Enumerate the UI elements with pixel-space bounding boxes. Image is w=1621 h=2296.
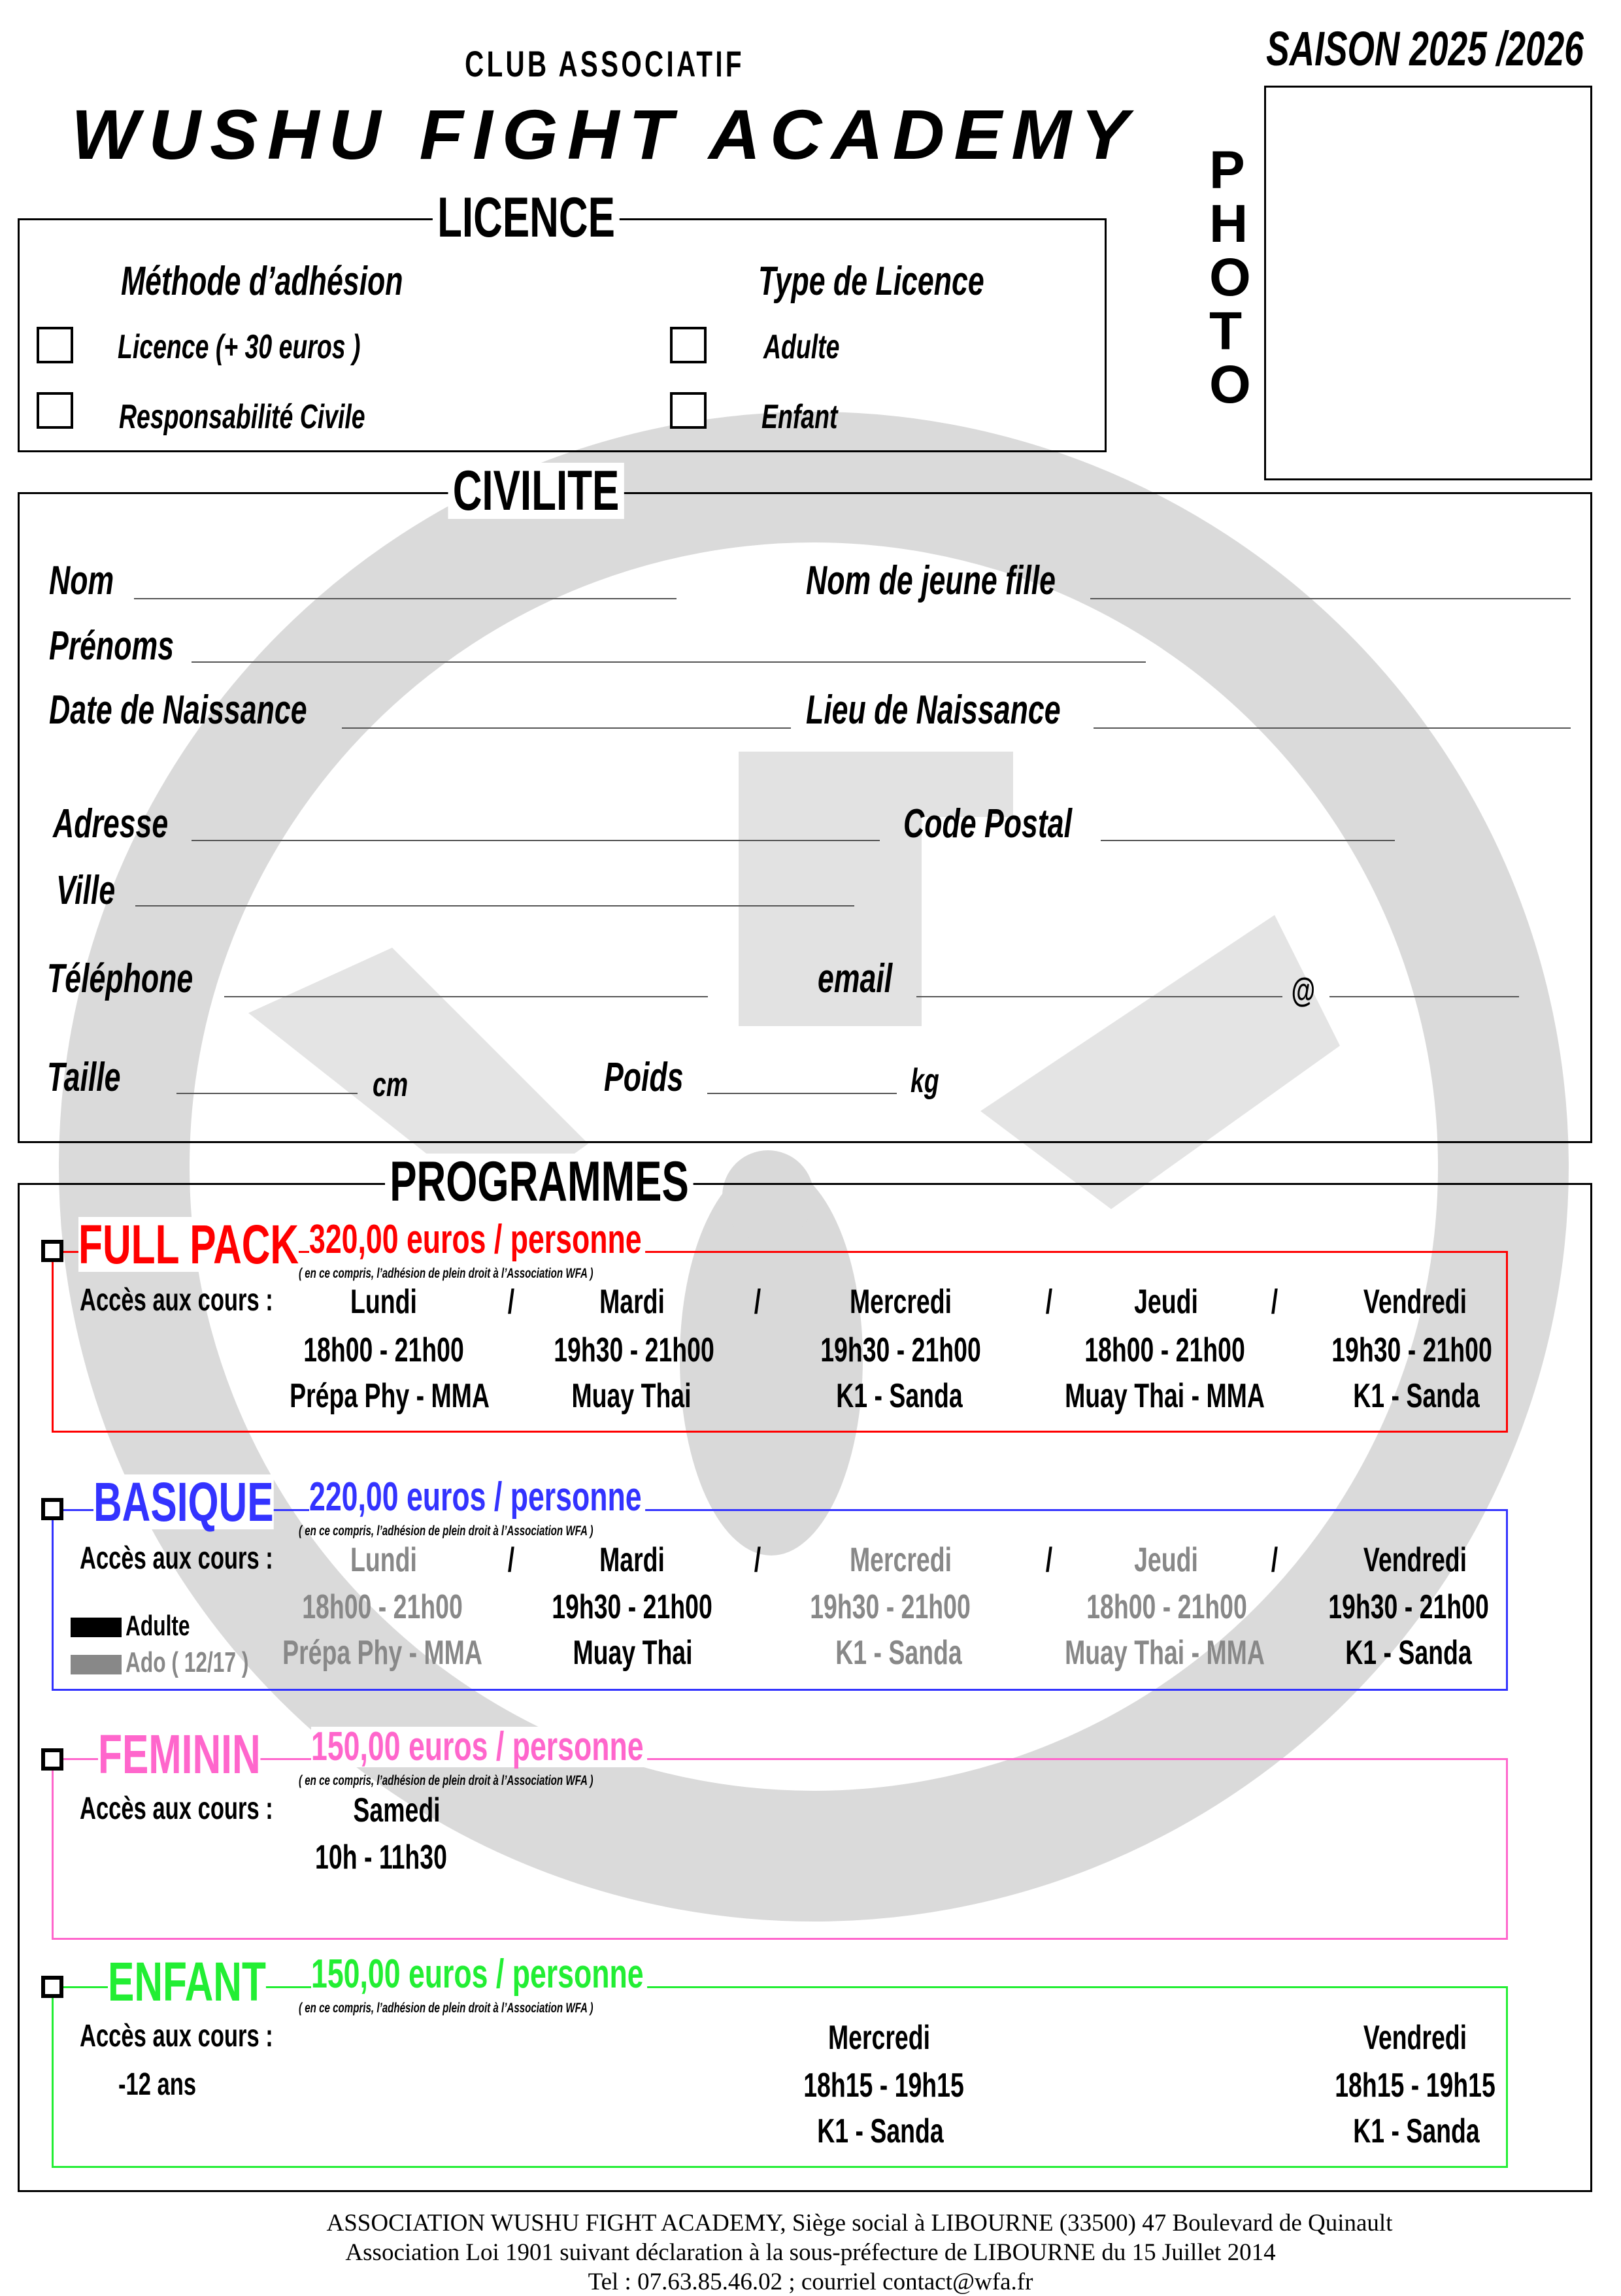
enfant-price: 150,00 euros / personne — [311, 1954, 647, 1995]
nom-field[interactable] — [134, 598, 677, 599]
photo-letter: P — [1209, 141, 1245, 200]
method-heading: Méthode d’adhésion — [121, 259, 403, 304]
poids-label: Poids — [604, 1055, 684, 1100]
lieu-naissance-label: Lieu de Naissance — [806, 688, 1061, 733]
full-pack-checkbox[interactable] — [41, 1240, 63, 1262]
enfant-checkbox[interactable] — [670, 392, 707, 429]
basique-day-lundi: Lundi — [350, 1541, 417, 1579]
basique-course: K1 - Sanda — [835, 1634, 962, 1672]
feminin-price: 150,00 euros / personne — [311, 1727, 647, 1767]
ville-field[interactable] — [135, 905, 854, 907]
enfant-access-label: Accès aux cours : — [80, 2019, 273, 2054]
basique-course: K1 - Sanda — [1345, 1634, 1472, 1672]
date-naissance-label: Date de Naissance — [49, 688, 307, 733]
basique-time: 19h30 - 21h00 — [810, 1588, 971, 1626]
season-label: SAISON 2025 /2026 — [1266, 22, 1584, 76]
full-pack-day-jeudi: Jeudi — [1134, 1283, 1198, 1321]
basique-course: Muay Thai — [573, 1634, 693, 1672]
telephone-label: Téléphone — [47, 956, 193, 1001]
full-pack-day-lundi: Lundi — [350, 1283, 417, 1321]
adulte-checkbox[interactable] — [670, 327, 707, 363]
full-pack-note: ( en ce compris, l’adhésion de plein droit à l’Association WFA ) — [299, 1266, 593, 1281]
email-user-field[interactable] — [916, 996, 1282, 997]
photo-letter: O — [1209, 248, 1251, 307]
full-pack-course: Muay Thai — [571, 1377, 692, 1415]
enfant-age: -12 ans — [118, 2067, 197, 2102]
basique-price: 220,00 euros / personne — [309, 1477, 645, 1518]
enfant-time: 18h15 - 19h15 — [1335, 2067, 1496, 2105]
separator: / — [1045, 1283, 1053, 1321]
separator: / — [507, 1283, 515, 1321]
full-pack-name: FULL PACK — [78, 1214, 299, 1275]
licence-title: LICENCE — [433, 190, 620, 246]
full-pack-day-mercredi: Mercredi — [849, 1283, 952, 1321]
legend-adulte-swatch — [71, 1618, 122, 1637]
footer-address: ASSOCIATION WUSHU FIGHT ACADEMY, Siège social à LIBOURNE (33500) 47 Boulevard de Quinault — [326, 2210, 1393, 2237]
adresse-label: Adresse — [53, 801, 169, 846]
feminin-time: 10h - 11h30 — [315, 1838, 447, 1876]
full-pack-course: Muay Thai - MMA — [1065, 1377, 1265, 1415]
basique-box — [52, 1509, 1508, 1691]
taille-label: Taille — [47, 1055, 121, 1100]
legend-ado-label: Ado ( 12/17 ) — [125, 1646, 249, 1678]
photo-letter: O — [1209, 355, 1251, 414]
full-pack-time: 19h30 - 21h00 — [1331, 1331, 1492, 1369]
adresse-field[interactable] — [192, 840, 880, 841]
basique-access-label: Accès aux cours : — [80, 1541, 273, 1576]
feminin-checkbox[interactable] — [41, 1748, 63, 1771]
legend-ado-swatch — [71, 1655, 122, 1674]
photo-letter: H — [1209, 194, 1248, 254]
poids-field[interactable] — [707, 1093, 897, 1094]
at-sign: @ — [1291, 972, 1315, 1010]
separator: / — [1045, 1541, 1053, 1579]
feminin-box — [52, 1758, 1508, 1940]
basique-time: 18h00 - 21h00 — [302, 1588, 463, 1626]
civilite-title: CIVILITE — [448, 463, 624, 519]
basique-day-mardi: Mardi — [599, 1541, 665, 1579]
date-naissance-field[interactable] — [342, 727, 791, 729]
adulte-option: Adulte — [763, 328, 840, 366]
footer-legal: Association Loi 1901 suivant déclaration à la sous-préfecture de LIBOURNE du 15 Juillet 2014 — [345, 2239, 1276, 2266]
enfant-note: ( en ce compris, l’adhésion de plein droit à l’Association WFA ) — [299, 2001, 593, 2016]
ville-label: Ville — [56, 868, 116, 913]
feminin-note: ( en ce compris, l’adhésion de plein droit à l’Association WFA ) — [299, 1773, 593, 1788]
basique-day-jeudi: Jeudi — [1134, 1541, 1198, 1579]
basique-checkbox[interactable] — [41, 1498, 63, 1520]
separator: / — [754, 1283, 761, 1321]
code-postal-field[interactable] — [1101, 840, 1395, 841]
email-label: email — [818, 956, 893, 1001]
enfant-program-checkbox[interactable] — [41, 1976, 63, 1998]
programmes-title: PROGRAMMES — [385, 1154, 694, 1210]
full-pack-access-label: Accès aux cours : — [80, 1283, 273, 1318]
full-pack-time: 19h30 - 21h00 — [554, 1331, 714, 1369]
nom-jeune-fille-label: Nom de jeune fille — [806, 558, 1056, 603]
responsabilite-civile-option: Responsabilité Civile — [119, 398, 365, 436]
kg-unit: kg — [911, 1062, 939, 1100]
full-pack-day-vendredi: Vendredi — [1363, 1283, 1467, 1321]
telephone-field[interactable] — [224, 996, 708, 997]
taille-field[interactable] — [176, 1093, 358, 1094]
full-pack-time: 18h00 - 21h00 — [1084, 1331, 1245, 1369]
lieu-naissance-field[interactable] — [1094, 727, 1571, 729]
full-pack-day-mardi: Mardi — [599, 1283, 665, 1321]
responsabilite-civile-checkbox[interactable] — [37, 392, 73, 429]
legend-adulte-label: Adulte — [125, 1610, 190, 1642]
full-pack-price: 320,00 euros / personne — [309, 1220, 645, 1260]
basique-name: BASIQUE — [93, 1471, 274, 1533]
photo-box[interactable] — [1264, 86, 1592, 480]
prenoms-label: Prénoms — [49, 624, 175, 669]
full-pack-box — [52, 1251, 1508, 1433]
enfant-time: 18h15 - 19h15 — [803, 2067, 964, 2105]
enfant-course: K1 - Sanda — [817, 2112, 944, 2150]
full-pack-course: Prépa Phy - MMA — [290, 1377, 490, 1415]
nom-label: Nom — [49, 558, 114, 603]
basique-time: 19h30 - 21h00 — [1328, 1588, 1489, 1626]
separator: / — [1271, 1541, 1278, 1579]
enfant-box — [52, 1986, 1508, 2168]
basique-note: ( en ce compris, l’adhésion de plein droit à l’Association WFA ) — [299, 1523, 593, 1539]
licence-checkbox[interactable] — [37, 327, 73, 363]
full-pack-course: K1 - Sanda — [836, 1377, 963, 1415]
enfant-option: Enfant — [761, 398, 838, 436]
civilite-section — [18, 492, 1592, 1143]
nom-jeune-fille-field[interactable] — [1090, 598, 1571, 599]
licence-option: Licence (+ 30 euros ) — [118, 328, 361, 366]
full-pack-time: 18h00 - 21h00 — [303, 1331, 464, 1369]
enfant-course: K1 - Sanda — [1353, 2112, 1480, 2150]
email-domain-field[interactable] — [1329, 996, 1519, 997]
full-pack-course: K1 - Sanda — [1353, 1377, 1480, 1415]
full-pack-time: 19h30 - 21h00 — [820, 1331, 981, 1369]
code-postal-label: Code Postal — [903, 801, 1072, 846]
basique-time: 18h00 - 21h00 — [1086, 1588, 1247, 1626]
cm-unit: cm — [373, 1066, 409, 1104]
separator: / — [1271, 1283, 1278, 1321]
feminin-name: FEMININ — [98, 1723, 261, 1785]
prenoms-field[interactable] — [192, 661, 1146, 663]
basique-time: 19h30 - 21h00 — [552, 1588, 712, 1626]
club-title: WUSHU FIGHT ACADEMY — [71, 95, 1138, 174]
club-label: CLUB ASSOCIATIF — [465, 43, 744, 84]
feminin-access-label: Accès aux cours : — [80, 1791, 273, 1826]
basique-course: Muay Thai - MMA — [1065, 1634, 1265, 1672]
basique-day-vendredi: Vendredi — [1363, 1541, 1467, 1579]
photo-letter: T — [1209, 301, 1243, 361]
footer-contact: Tel : 07.63.85.46.02 ; courriel contact@wfa.fr — [588, 2269, 1033, 2295]
enfant-day: Vendredi — [1363, 2019, 1467, 2057]
feminin-day: Samedi — [353, 1791, 441, 1829]
enfant-day: Mercredi — [827, 2019, 931, 2057]
separator: / — [754, 1541, 761, 1579]
enfant-name: ENFANT — [108, 1951, 266, 2012]
type-heading: Type de Licence — [758, 259, 984, 304]
separator: / — [507, 1541, 515, 1579]
photo-label — [1209, 141, 1251, 414]
basique-course: Prépa Phy - MMA — [282, 1634, 482, 1672]
basique-day-mercredi: Mercredi — [849, 1541, 952, 1579]
